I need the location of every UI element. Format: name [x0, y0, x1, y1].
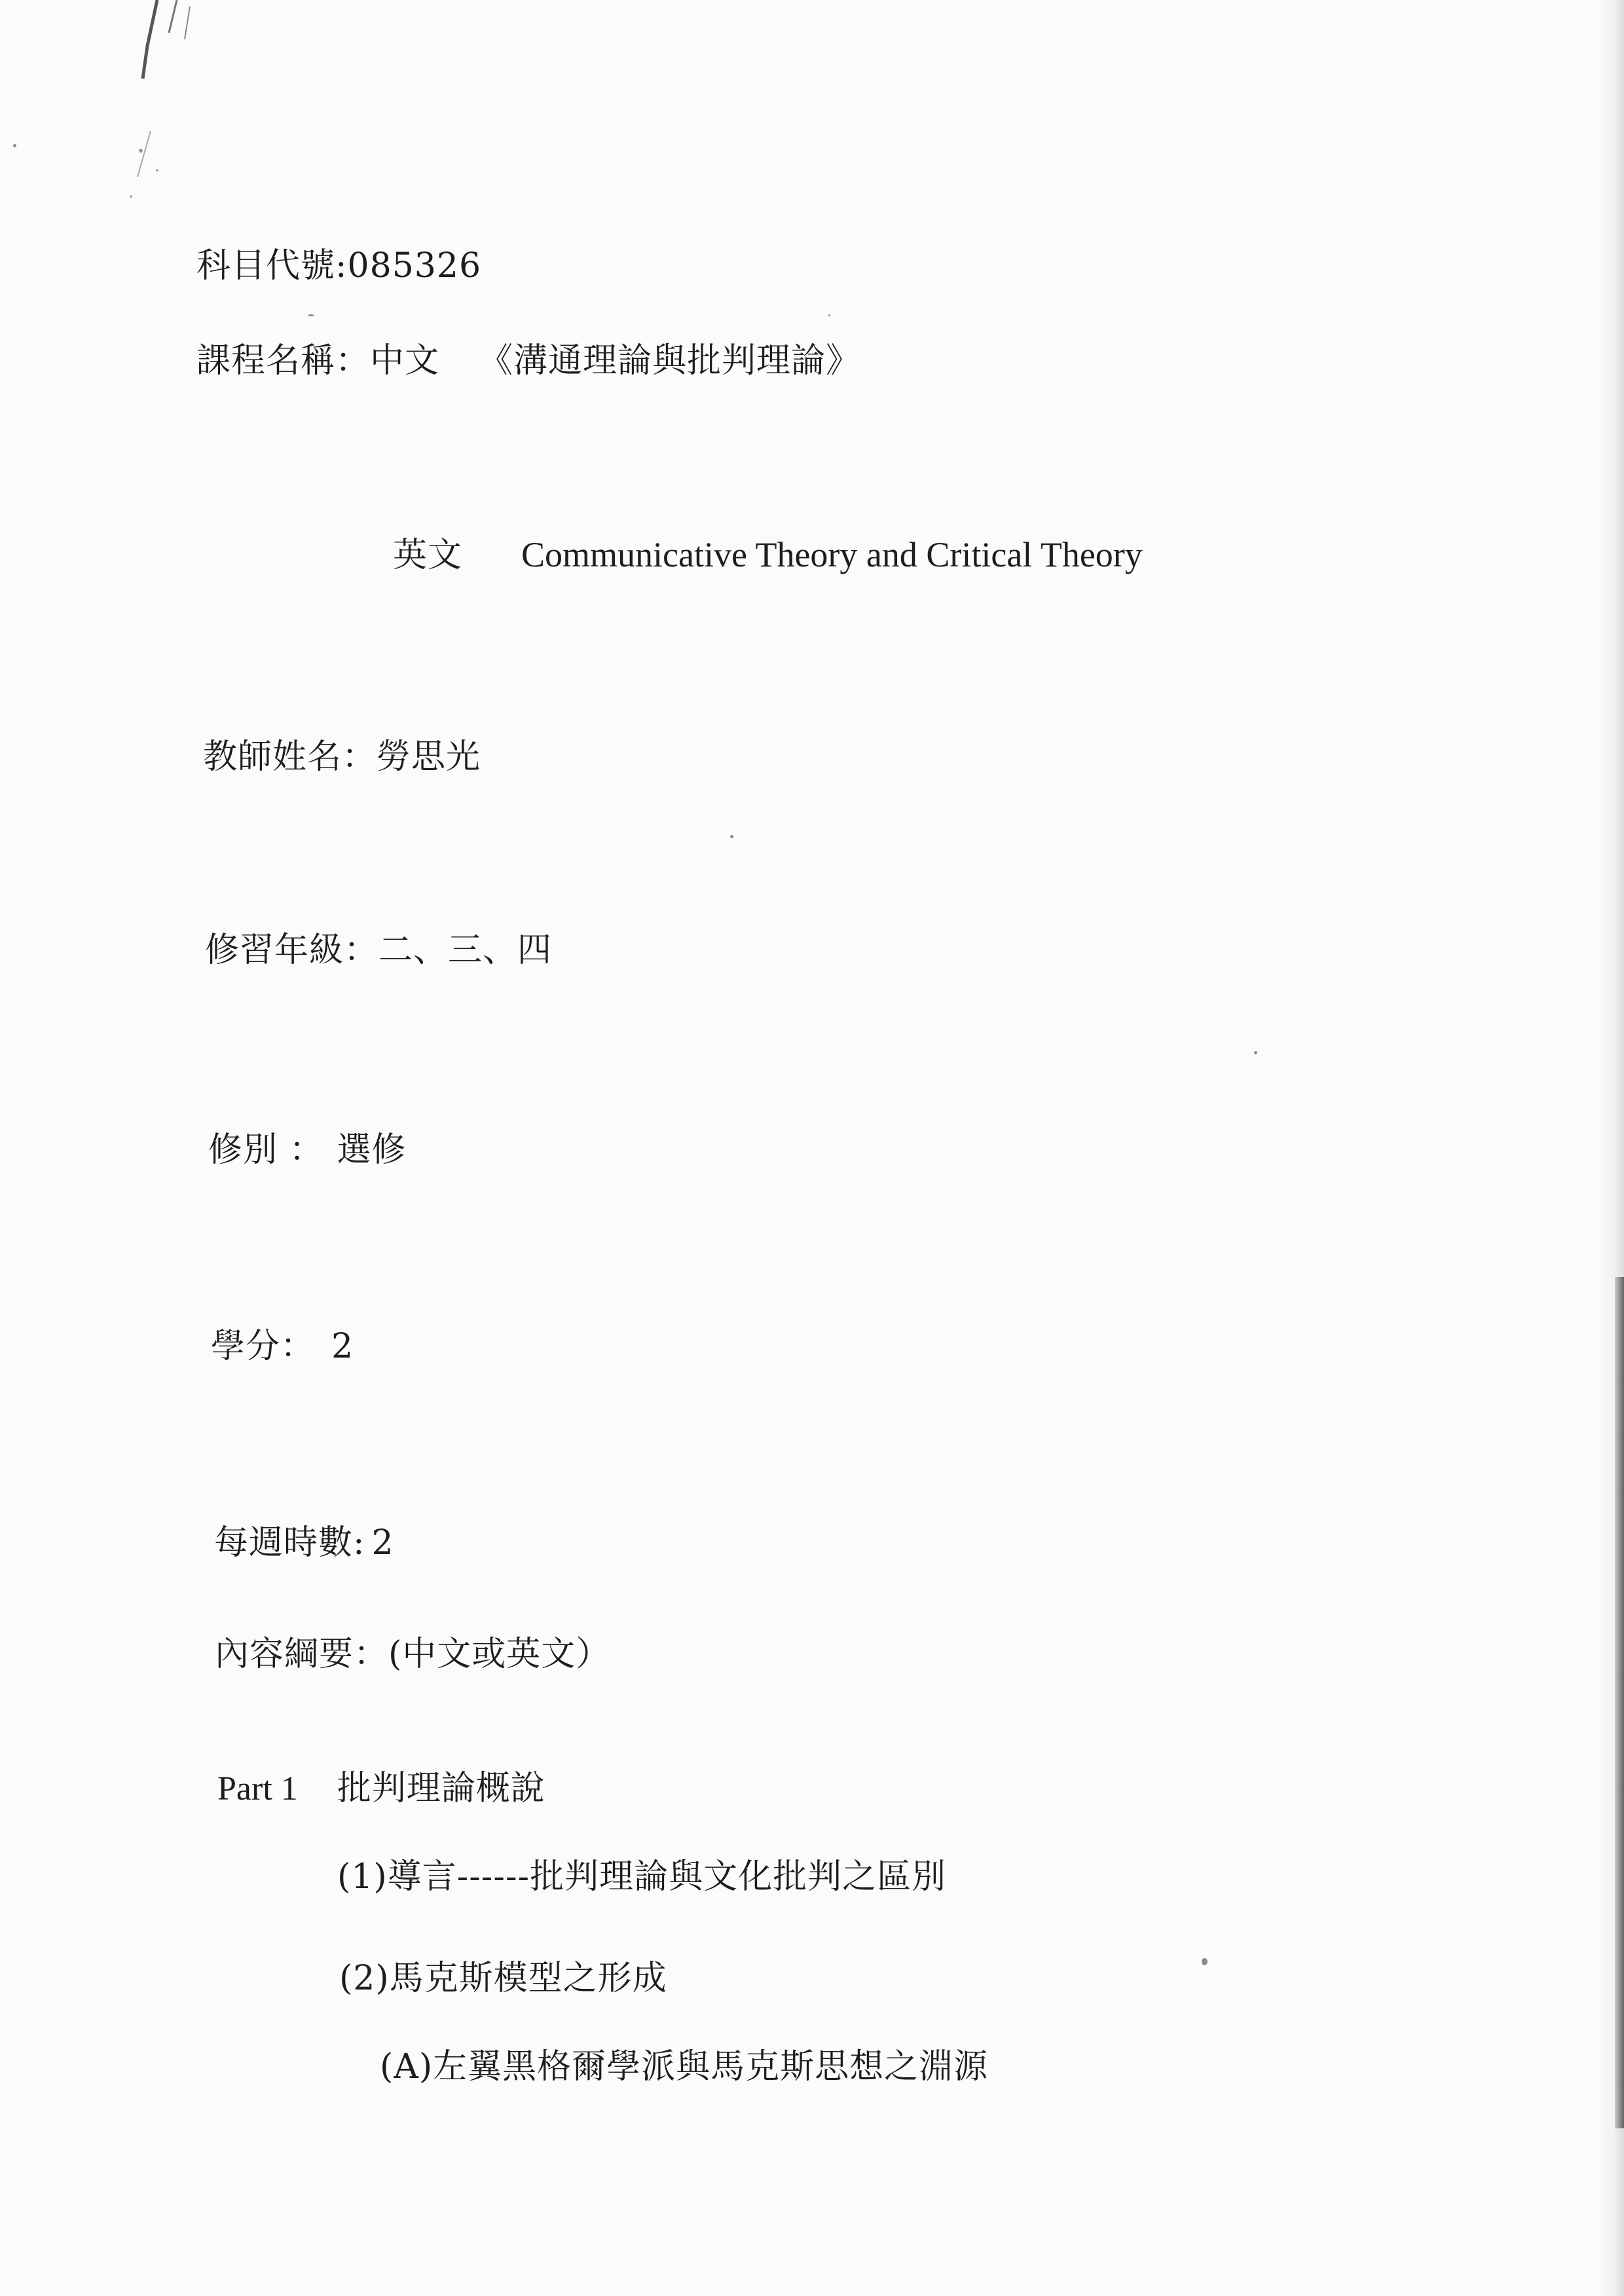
subject-code-line — [196, 246, 482, 286]
scan-speck — [1202, 1958, 1208, 1965]
part1-heading — [217, 1771, 545, 1806]
scan-speck — [730, 835, 733, 838]
subject-code-value: 085326 — [347, 246, 482, 286]
course-title-zh: 《溝通理論與批判理論》 — [479, 341, 861, 380]
outline-label: 內容綱要：(中文或英文） — [215, 1635, 611, 1674]
scan-speck — [308, 314, 314, 316]
course-name-zh-line — [196, 341, 861, 380]
course-title-en: Communicative Theory and Critical Theory — [521, 535, 1143, 574]
course-type-line — [208, 1130, 407, 1170]
course-name-zh-label: 中文 — [370, 341, 440, 380]
outline-item-text: (1)導言------批判理論與文化批判之區別 — [337, 1857, 947, 1897]
subject-code-label: 科目代號: — [196, 246, 348, 286]
instructor-line — [203, 737, 481, 777]
outline-item — [337, 1857, 947, 1897]
credits-line — [211, 1327, 354, 1366]
outline-item — [339, 1959, 667, 1998]
scan-edge-shadow — [1615, 1277, 1624, 2128]
outline-item-text: (2)馬克斯模型之形成 — [339, 1959, 667, 1998]
weekly-hours-value: 2 — [371, 1523, 394, 1563]
grade-level-label: 修習年級： — [205, 931, 379, 970]
scan-speck — [828, 314, 830, 316]
part1-title: 批判理論概說 — [337, 1769, 545, 1808]
grade-level-line — [205, 931, 553, 970]
course-name-en-line — [393, 535, 1143, 575]
part1-number: Part 1 — [217, 1770, 298, 1807]
weekly-hours-line — [214, 1523, 394, 1563]
credits-label: 學分： — [211, 1327, 316, 1366]
instructor-value: 勞思光 — [377, 737, 481, 777]
course-type-value: 選修 — [337, 1130, 407, 1170]
course-name-en-label: 英文 — [393, 536, 463, 575]
outline-subitem — [380, 2047, 989, 2086]
instructor-label: 教師姓名： — [203, 737, 377, 777]
course-name-label: 課程名稱： — [196, 341, 371, 380]
scan-speck — [1254, 1051, 1257, 1054]
grade-level-value: 二、三、四 — [378, 931, 553, 970]
weekly-hours-label: 每週時數: — [214, 1523, 365, 1563]
outline-heading — [215, 1635, 611, 1674]
outline-subitem-text: (A)左翼黑格爾學派與馬克斯思想之淵源 — [380, 2047, 989, 2086]
credits-value: 2 — [331, 1327, 354, 1366]
scan-smudge — [111, 0, 242, 210]
course-type-label: 修別 ： — [208, 1130, 324, 1170]
scan-speck — [13, 144, 16, 147]
